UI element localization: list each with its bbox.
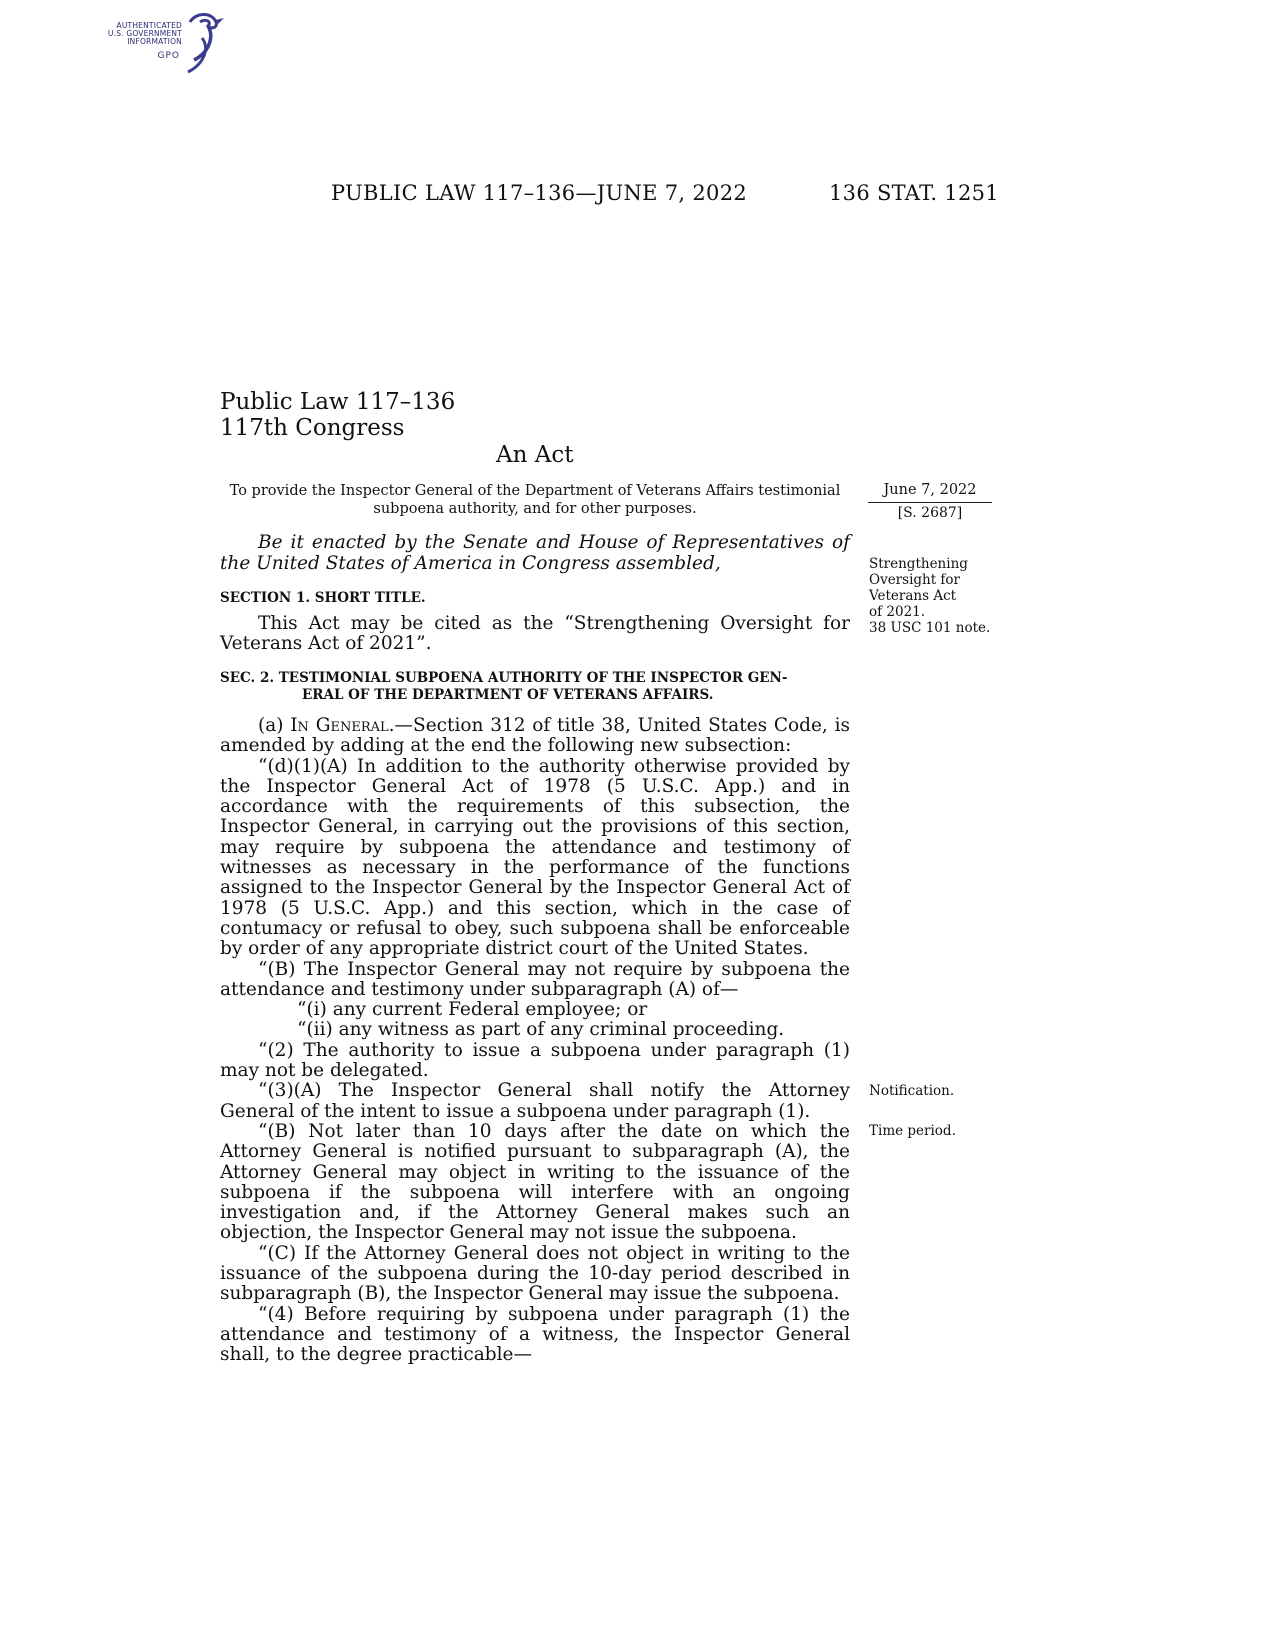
date-divider (868, 502, 992, 503)
enacting-clause (220, 532, 850, 574)
purpose-line-2: subpoena authority, and for other purposes. (373, 501, 697, 517)
running-title: PUBLIC LAW 117–136—JUNE 7, 2022 (331, 181, 748, 205)
subsection-a-caption: In General (290, 715, 389, 736)
enacting-line-1: Be it enacted by the Senate and House of Representatives of (258, 532, 850, 553)
stat-page-number: 136 STAT. 1251 (829, 181, 999, 205)
congress-number: 117th Congress (220, 415, 405, 441)
section-1-text (220, 614, 850, 655)
public-law-number: Public Law 117–136 (220, 389, 456, 415)
section-2-heading (220, 670, 850, 704)
enacting-line-2: the United States of America in Congress assembled, (220, 553, 721, 574)
margin-note-time-period: Time period. (869, 1123, 956, 1139)
margin-note-line: 38 USC 101 note. (869, 620, 991, 636)
seal-text-information: INFORMATION (127, 37, 182, 46)
section-1-heading: SECTION 1. SHORT TITLE. (220, 590, 426, 606)
bill-number: [S. 2687] (897, 505, 963, 521)
gpo-seal (92, 8, 232, 78)
margin-note-line: Veterans Act (869, 588, 957, 604)
margin-note-line: of 2021. (869, 604, 926, 620)
purpose-line-1: To provide the Inspector General of the Department of Veterans Affairs testimonial (229, 483, 841, 499)
act-purpose (220, 482, 850, 518)
section-1-paragraph: This Act may be cited as the “Strengthening Oversight for Veterans Act of 2021”. (220, 613, 850, 655)
paragraph-d3C: “(C) If the Attorney General does not object in writing to the issuance of the subpoena during the 10-day period described in subparagraph (B), the Inspector General may issue the subpoena. (220, 1242, 850, 1305)
margin-note-short-title (869, 556, 990, 636)
margin-note-line: Oversight for (869, 572, 961, 588)
approval-date: June 7, 2022 (883, 482, 977, 498)
seal-text-government: U.S. GOVERNMENT (107, 29, 182, 38)
paragraph-d4: “(4) Before requiring by subpoena under paragraph (1) the attendance and testimony of a witness, the Inspector General shall, to the degree practicable— (220, 1303, 850, 1366)
section-2-heading-line-1: SEC. 2. TESTIMONIAL SUBPOENA AUTHORITY OF THE INSPECTOR GEN- (220, 670, 788, 686)
margin-note-notification: Notification. (869, 1083, 955, 1099)
section-2-body (220, 716, 850, 1366)
seal-text-authenticated: AUTHENTICATED (116, 21, 182, 30)
paragraph-d1A: “(d)(1)(A) In addition to the authority otherwise provided by the Inspector General Act of 1978 (5 U.S.C. App.) and in accordance with the requirements of this subsection, the Inspector General, in carrying out the provisions of this section, may require by subpoena the attendance and testimony of witnesses as necessary in the performance of the functions assigned to the Inspector General by the Inspector General Act of 1978 (5 U.S.C. App.) and this section, which in the case of contumacy or refusal to obey, such subpoena shall be enforceable by order of any appropriate district court of the United States. (220, 755, 850, 960)
paragraph-d1B: “(B) The Inspector General may not require by subpoena the attendance and testimony under subparagraph (A) of— (220, 958, 850, 1000)
paragraph-d3A: “(3)(A) The Inspector General shall notify the Attorney General of the intent to issue a subpoena under paragraph (1). (220, 1080, 850, 1122)
eagle-icon (172, 8, 232, 78)
seal-text-gpo: GPO (157, 51, 180, 61)
clause-d1B-i: “(i) any current Federal employee; or (297, 999, 648, 1021)
subsection-a-text: .—Section 312 of title 38, United States Code, is amended by adding at the end the following new subsection: (220, 715, 850, 757)
subsection-a-label: (a) (258, 715, 291, 736)
section-2-heading-line-2: ERAL OF THE DEPARTMENT OF VETERANS AFFAIRS. (302, 687, 714, 703)
subsection-a (220, 716, 850, 757)
margin-note-line: Strengthening (869, 556, 968, 572)
paragraph-d3B: “(B) Not later than 10 days after the date on which the Attorney General is notified pursuant to subparagraph (A), the Attorney General may object in writing to the issuance of the subpoena if the subpoena will interfere with an ongoing investigation and, if the Attorney General makes such an objection, the Inspector General may not issue the subpoena. (220, 1120, 850, 1244)
clause-d1B-ii: “(ii) any witness as part of any criminal proceeding. (297, 1019, 785, 1041)
paragraph-d2: “(2) The authority to issue a subpoena under paragraph (1) may not be delegated. (220, 1039, 850, 1082)
act-heading: An Act (496, 442, 574, 468)
